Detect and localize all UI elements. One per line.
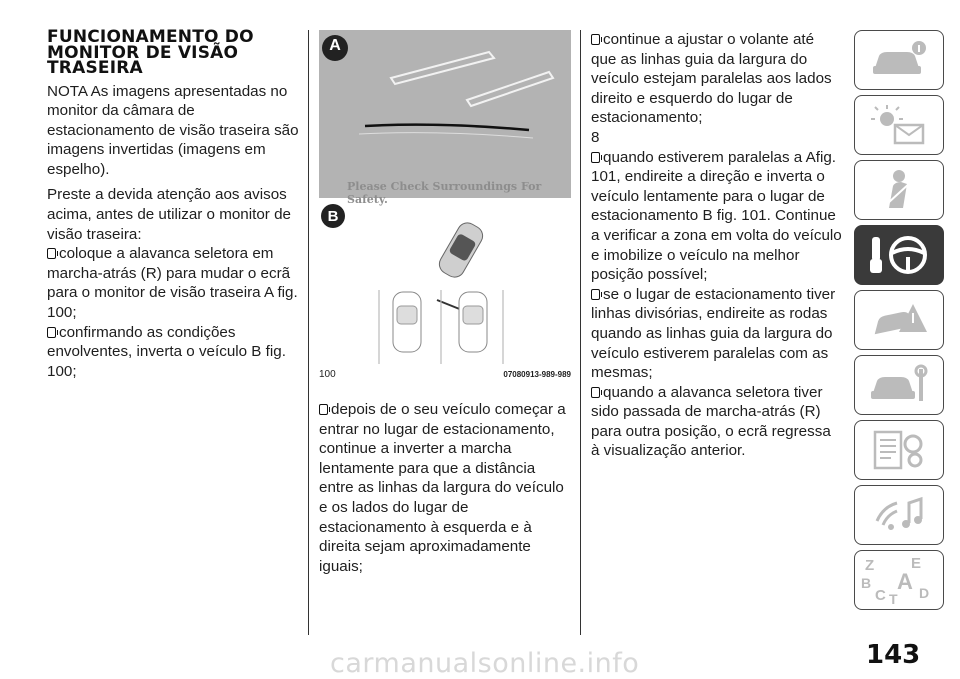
label-a: A	[329, 37, 341, 54]
column-3	[591, 30, 843, 461]
tab-index[interactable]	[854, 550, 944, 610]
tab-warning-lights[interactable]	[854, 95, 944, 155]
bullet-item: depois de o seu veículo começar a entrar no lugar de estacionamento, continue a inverter a marcha lentamente para que a distância entre as linhas da largura do veículo e os lados do lugar de estacionamento à esquerda e à direita sejam aproximadamente iguais;	[319, 401, 566, 575]
index-letter: C	[875, 587, 886, 604]
tab-key-steering-wheel[interactable]	[854, 225, 944, 285]
bullet-item: confirmando as condições envolventes, inverta o veículo B fig. 100;	[47, 323, 286, 380]
column-2	[319, 400, 571, 576]
parking-diagram	[319, 202, 571, 382]
bullet-item: continue a ajustar o volante até que as linhas guia da largura do veículo estejam paralelas aos lados direito e esquerdo do lugar de estacionamento;	[591, 31, 832, 127]
tab-multimedia[interactable]	[854, 485, 944, 545]
watermark: carmanualsonline.info	[330, 648, 640, 679]
key-steering-wheel-icon	[864, 231, 934, 279]
index-letter: A	[897, 569, 913, 594]
figure-number: 100	[319, 369, 336, 380]
bullet-icon	[591, 387, 600, 398]
stray-line: 8	[591, 128, 600, 146]
tab-car-info[interactable]	[854, 30, 944, 90]
car-info-icon	[869, 38, 929, 82]
label-b: B	[327, 208, 339, 225]
seat-safety-icon	[869, 168, 929, 212]
rear-camera-screen	[319, 30, 571, 206]
bullet-item: se o lugar de estacionamento tiver linhas divisórias, endireite as rodas quando as linhas guia da largura do veículo estiverem paralelas com as mesmas;	[591, 285, 836, 382]
emergency-icon	[869, 298, 929, 342]
bullet-icon	[591, 152, 600, 163]
index-letter: Z	[865, 557, 875, 574]
bullet-icon	[591, 34, 600, 45]
tab-car-maintenance[interactable]	[854, 355, 944, 415]
bullet-item: quando estiverem paralelas a Afig. 101, endireite a direção e inverta o veículo lentamente para o lugar de estacionamento B fig. 101. Continue a verificar a zona em volta do veículo e imobilize o veículo na melhor posição possível;	[591, 148, 842, 284]
specifications-icon	[869, 428, 929, 472]
note-paragraph: NOTA As imagens apresentadas no monitor da câmara de estacionamento de visão traseira são imagens invertidas (imagens em espelho).	[47, 82, 299, 178]
camera-guide-lines	[319, 30, 571, 198]
bullet-item: coloque a alavanca seletora em marcha-atrás (R) para mudar o ecrã para o monitor de visão traseira A fig. 100;	[47, 245, 298, 322]
column-divider-2	[580, 30, 581, 635]
warning-lights-icon	[869, 103, 929, 147]
index-letter: E	[911, 555, 922, 572]
car-maintenance-icon	[869, 363, 929, 407]
tab-specifications[interactable]	[854, 420, 944, 480]
figure-caption	[319, 369, 571, 380]
chapter-sidebar	[854, 30, 950, 615]
page-number: 143	[866, 640, 921, 670]
tab-seat-safety[interactable]	[854, 160, 944, 220]
screen-warning-text: Please Check Surroundings For Safety.	[347, 180, 542, 206]
bullet-icon	[319, 404, 328, 415]
index-letter: D	[919, 585, 930, 601]
index-letter: B	[861, 575, 872, 591]
bullet-icon	[591, 289, 600, 300]
section-title: FUNCIONAMENTO DO MONITOR DE VISÃO TRASEIRA	[47, 27, 254, 78]
multimedia-icon	[869, 493, 929, 537]
bullet-icon	[47, 248, 56, 259]
column-1	[47, 27, 299, 381]
bullet-item: quando a alavanca seletora tiver sido passada de marcha-atrás (R) para outra posição, o ecrã regressa à visualização anterior.	[591, 383, 831, 460]
tab-emergency[interactable]	[854, 290, 944, 350]
figure-code: 07080913-989-989	[503, 370, 571, 379]
column-divider-1	[308, 30, 309, 635]
index-letter: T	[889, 591, 898, 607]
intro-paragraph: Preste a devida atenção aos avisos acima, antes de utilizar o monitor de visão traseira:	[47, 186, 291, 243]
bullet-icon	[47, 327, 56, 338]
figure-100	[319, 30, 571, 382]
